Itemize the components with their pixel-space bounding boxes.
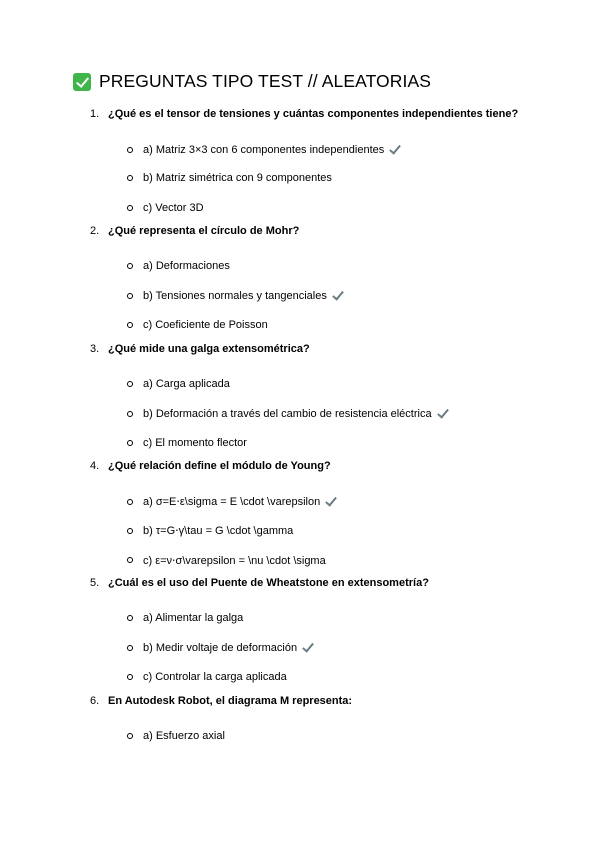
question-4 (90, 460, 590, 472)
answer-option (127, 730, 225, 742)
question-number: 2. (90, 225, 100, 237)
answer-option-text: b) Medir voltaje de deformación (143, 641, 298, 654)
circle-bullet-icon (127, 440, 133, 446)
answer-option (127, 612, 243, 624)
check-mark-icon (331, 289, 344, 302)
answer-option (127, 289, 344, 302)
question-text: ¿Qué relación define el módulo de Young? (108, 460, 331, 472)
question-number: 5. (90, 577, 100, 589)
circle-bullet-icon (127, 263, 133, 269)
check-mark-icon (436, 407, 449, 420)
question-6 (90, 695, 590, 707)
answer-option (127, 143, 401, 156)
circle-bullet-icon (127, 205, 133, 211)
check-mark-icon (73, 73, 91, 91)
answer-option-text: b) Matriz simétrica con 9 componentes (143, 172, 332, 185)
answer-option-text: a) σ=E⋅ε\sigma = E \cdot \varepsilon (143, 496, 321, 508)
question-text: ¿Qué mide una galga extensométrica? (108, 343, 310, 355)
circle-bullet-icon (127, 411, 133, 417)
answer-option-text: a) Carga aplicada (143, 378, 230, 390)
answer-option-text: a) Matriz 3×3 con 6 componentes independientes (143, 143, 385, 156)
answer-option (127, 554, 326, 567)
section-title-text: PREGUNTAS TIPO TEST // ALEATORIAS (99, 71, 432, 91)
circle-bullet-icon (127, 528, 133, 534)
circle-bullet-icon (127, 381, 133, 387)
check-mark-icon (388, 143, 401, 156)
circle-bullet-icon (127, 733, 133, 739)
answer-option (127, 641, 314, 654)
circle-bullet-icon (127, 175, 133, 181)
answer-option (127, 495, 337, 508)
answer-option (127, 437, 247, 449)
question-text: En Autodesk Robot, el diagrama M representa: (108, 695, 353, 707)
answer-option (127, 202, 204, 214)
check-mark-icon (324, 495, 337, 508)
question-number: 4. (90, 460, 100, 472)
question-number: 3. (90, 343, 100, 355)
section-title (73, 71, 431, 92)
answer-option-text: b) Deformación a través del cambio de resistencia eléctrica (143, 407, 432, 420)
answer-option-text: c) Controlar la carga aplicada (143, 670, 287, 683)
answer-option-text: a) Alimentar la galga (143, 612, 244, 624)
answer-option (127, 407, 449, 420)
answer-option-text: c) El momento flector (143, 436, 247, 449)
circle-bullet-icon (127, 645, 133, 651)
answer-option-text: b) τ=G⋅γ\tau = G \cdot \gamma (143, 525, 294, 538)
circle-bullet-icon (127, 674, 133, 680)
circle-bullet-icon (127, 322, 133, 328)
question-2 (90, 225, 590, 237)
answer-option (127, 172, 332, 184)
answer-option-text: a) Deformaciones (143, 260, 230, 272)
question-number: 1. (90, 108, 100, 120)
answer-option-text: b) Tensiones normales y tangenciales (143, 289, 327, 302)
answer-option (127, 378, 230, 390)
circle-bullet-icon (127, 147, 133, 153)
question-1 (90, 108, 590, 120)
answer-option-text: c) ε=ν⋅σ\varepsilon = \nu \cdot \sigma (143, 554, 326, 567)
circle-bullet-icon (127, 499, 133, 505)
answer-option (127, 260, 230, 272)
check-mark-icon (301, 641, 314, 654)
answer-option-text: a) Esfuerzo axial (143, 730, 225, 742)
question-text: ¿Qué representa el círculo de Mohr? (108, 225, 300, 237)
circle-bullet-icon (127, 293, 133, 299)
answer-option-text: c) Vector 3D (143, 201, 204, 214)
question-text: ¿Cuál es el uso del Puente de Wheatstone en extensometría? (108, 577, 429, 589)
question-5 (90, 577, 590, 589)
circle-bullet-icon (127, 557, 133, 563)
question-number: 6. (90, 695, 100, 707)
answer-option (127, 319, 268, 331)
question-text: ¿Qué es el tensor de tensiones y cuántas componentes independientes tiene? (108, 108, 519, 120)
answer-option-text: c) Coeficiente de Poisson (143, 318, 268, 331)
circle-bullet-icon (127, 615, 133, 621)
question-3 (90, 343, 590, 355)
answer-option (127, 671, 287, 683)
answer-option (127, 524, 293, 537)
